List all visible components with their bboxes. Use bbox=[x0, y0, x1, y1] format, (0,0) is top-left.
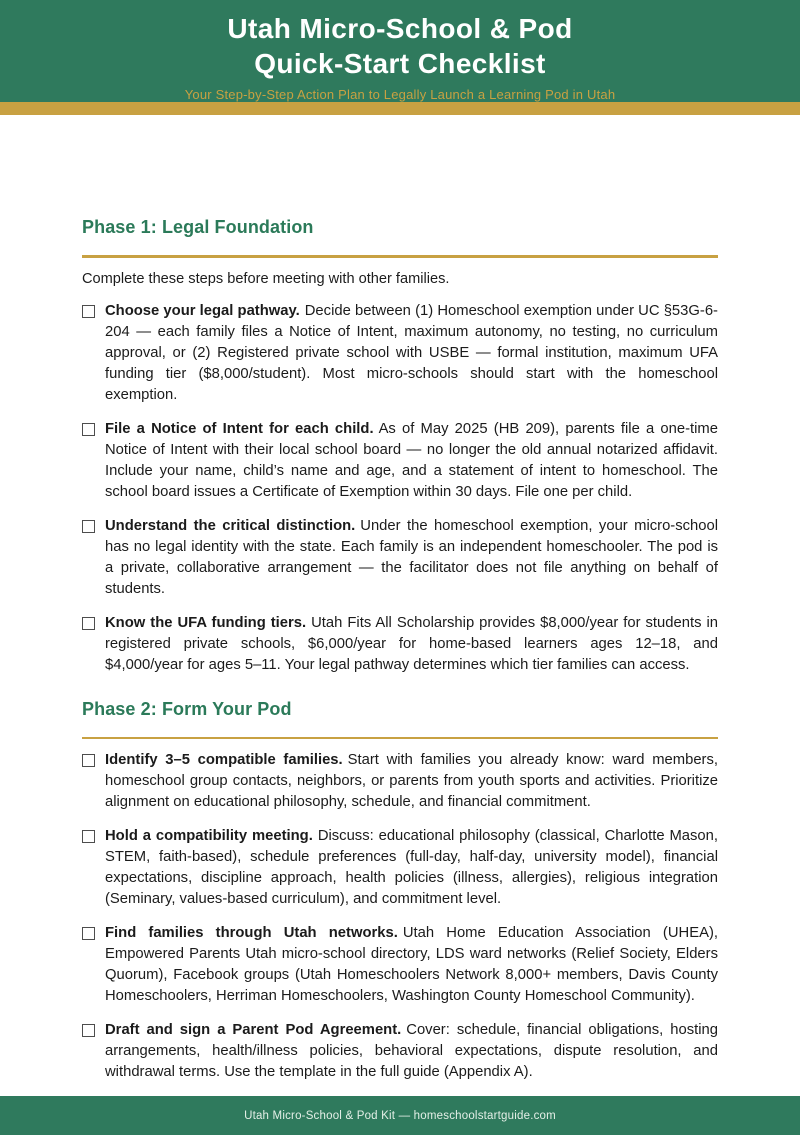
item-lead: Draft and sign a Parent Pod Agreement. bbox=[105, 1022, 402, 1038]
section-divider bbox=[82, 737, 718, 740]
section-heading-phase-2: Phase 2: Form Your Pod bbox=[82, 698, 292, 719]
item-checkbox[interactable] bbox=[82, 830, 95, 843]
page-footer bbox=[0, 1096, 800, 1135]
document-body bbox=[0, 115, 800, 1096]
footer-text: Utah Micro-School & Pod Kit — homeschoolstartguide.com bbox=[244, 1109, 556, 1122]
item-checkbox[interactable] bbox=[82, 520, 95, 533]
section-intro-phase-1: Complete these steps before meeting with other families. bbox=[82, 270, 450, 287]
document-title-line-2: Quick-Start Checklist bbox=[254, 48, 546, 79]
item-lead: Find families through Utah networks. bbox=[105, 925, 398, 941]
item-body: Discuss: educational philosophy (classical, Charlotte Mason, STEM, faith-based), schedule preferences (full-day, half-day, university model), financial expectations, discipline approach, health policies (illness, allergies), religious integration (Seminary, values-based curriculum), and commitment level. bbox=[105, 828, 718, 907]
item-body: Start with families you already know: ward members, homeschool group contacts, neighbors, or parents from youth sports and activities. Prioritize alignment on educational philosophy, schedule, and financial commitment. bbox=[105, 752, 718, 810]
item-body: Under the homeschool exemption, your micro-school has no legal identity with the state. Each family is an independent homeschooler. The pod is a private, collaborative arrangement — the facilitator does not file anything on behalf of students. bbox=[105, 517, 718, 597]
item-checkbox[interactable] bbox=[82, 927, 95, 940]
page-header bbox=[0, 0, 800, 102]
item-lead: Identify 3–5 compatible families. bbox=[105, 752, 343, 768]
item-body: Utah Home Education Association (UHEA), Empowered Parents Utah micro-school directory, LDS ward networks (Relief Society, Elders Quorum), Facebook groups (Utah Homeschoolers Network 8,000+ members, Davis County Homeschoolers, Herriman Homeschoolers, Washington County Homeschool Community). bbox=[105, 925, 718, 1004]
item-body: Decide between (1) Homeschool exemption under UC §53G-6-204 — each family files a Notice of Intent, maximum autonomy, no testing, no curriculum approval, or (2) Registered private school with USBE — formal institution, maximum UFA funding tier ($8,000/student). Most micro-schools should start with the homeschool exemption. bbox=[105, 302, 718, 403]
item-body: Utah Fits All Scholarship provides $8,000/year for students in registered private schools, $6,000/year for home-based learners ages 12–18, and $4,000/year for ages 5–11. Your legal pathway determines which tier families can access. bbox=[105, 614, 718, 673]
item-checkbox[interactable] bbox=[82, 754, 95, 767]
checklist-item bbox=[82, 923, 718, 1007]
item-checkbox[interactable] bbox=[82, 617, 95, 630]
gold-accent-stripe bbox=[0, 102, 800, 115]
checklist-item bbox=[82, 750, 718, 813]
checklist-item bbox=[82, 301, 718, 406]
item-checkbox[interactable] bbox=[82, 305, 95, 318]
item-lead: File a Notice of Intent for each child. bbox=[105, 420, 374, 437]
item-checkbox[interactable] bbox=[82, 1024, 95, 1037]
item-lead: Understand the critical distinction. bbox=[105, 517, 356, 534]
checklist-item bbox=[82, 1020, 718, 1083]
item-body: Cover: schedule, financial obligations, hosting arrangements, health/illness policies, behavioral expectations, dispute resolution, and withdrawal terms. Use the template in the full guide (Appendix A). bbox=[105, 1022, 718, 1080]
item-checkbox[interactable] bbox=[82, 423, 95, 436]
item-lead: Know the UFA funding tiers. bbox=[105, 614, 307, 631]
document-title-line-1: Utah Micro-School & Pod bbox=[227, 13, 573, 44]
checklist-item bbox=[82, 516, 718, 600]
checklist-item bbox=[82, 613, 718, 676]
item-lead: Hold a compatibility meeting. bbox=[105, 828, 313, 844]
item-lead: Choose your legal pathway. bbox=[105, 302, 300, 319]
document-subtitle: Your Step-by-Step Action Plan to Legally Launch a Learning Pod in Utah bbox=[184, 87, 616, 102]
item-body: As of May 2025 (HB 209), parents file a one-time Notice of Intent with their local school board — no longer the old annual notarized affidavit. Include your name, child’s name and age, and a statement of intent to homeschool. The school board issues a Certificate of Exemption within 30 days. File one per child. bbox=[105, 420, 718, 500]
section-heading-phase-1: Phase 1: Legal Foundation bbox=[82, 217, 314, 237]
checklist-item bbox=[82, 826, 718, 910]
section-divider bbox=[82, 255, 718, 258]
checklist-item bbox=[82, 419, 718, 503]
